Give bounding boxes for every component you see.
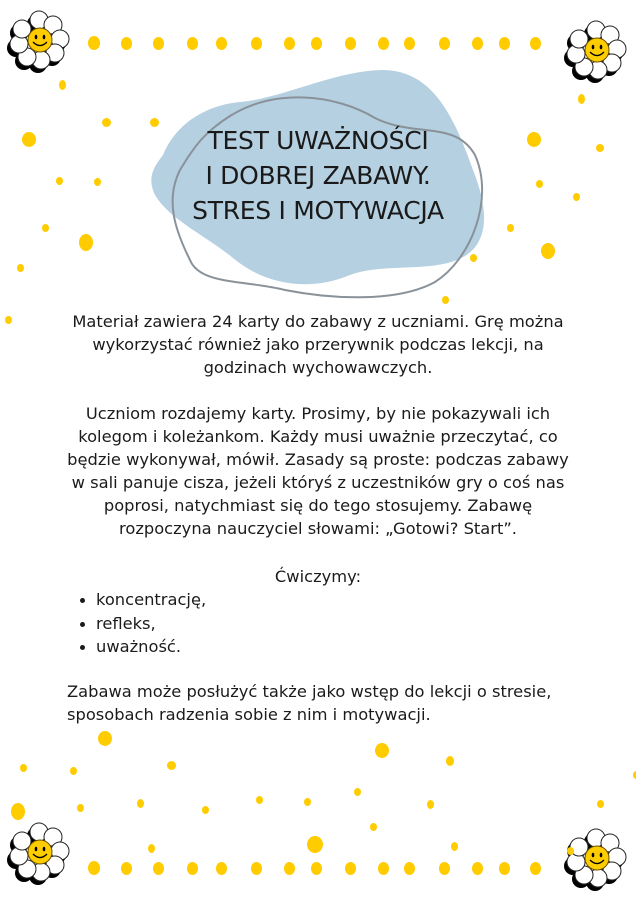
exercises-heading: Ćwiczymy: bbox=[274, 567, 362, 586]
smiley-flower-icon bbox=[6, 8, 72, 74]
exercises-list bbox=[78, 588, 206, 659]
list-item: refleks, bbox=[78, 612, 206, 636]
smiley-flower-icon bbox=[6, 820, 72, 886]
title-line-2: I DOBREJ ZABAWY. bbox=[205, 161, 431, 190]
rules-paragraph: Uczniom rozdajemy karty. Prosimy, by nie pokazywali ich kolegom i koleżankom. Każdy musi uważnie przeczytać, co będzie wykonywał, mówił. Zasady są proste: podczas zabawy w sali panuje cisza, jeżeli któryś z uczestników gry o coś nas poprosi, natychmiast się do tego stosujemy. Zabawę rozpoczyna nauczyciel słowami: „Gotowi? Start”. bbox=[67, 404, 569, 538]
page-title bbox=[150, 123, 486, 228]
title-line-1: TEST UWAŻNOŚCI bbox=[207, 126, 429, 155]
title-line-3: STRES I MOTYWACJA bbox=[192, 196, 444, 225]
closing-paragraph: Zabawa może posłużyć także jako wstęp do lekcji o stresie, sposobach radzenia sobie z nim i motywacji. bbox=[67, 682, 552, 724]
smiley-flower-icon bbox=[563, 18, 629, 84]
list-item: uważność. bbox=[78, 635, 206, 659]
list-item: koncentrację, bbox=[78, 588, 206, 612]
intro-paragraph: Materiał zawiera 24 karty do zabawy z uczniami. Grę można wykorzystać również jako przerywnik podczas lekcji, na godzinach wychowawczych. bbox=[72, 312, 564, 377]
smiley-flower-icon bbox=[563, 826, 629, 892]
